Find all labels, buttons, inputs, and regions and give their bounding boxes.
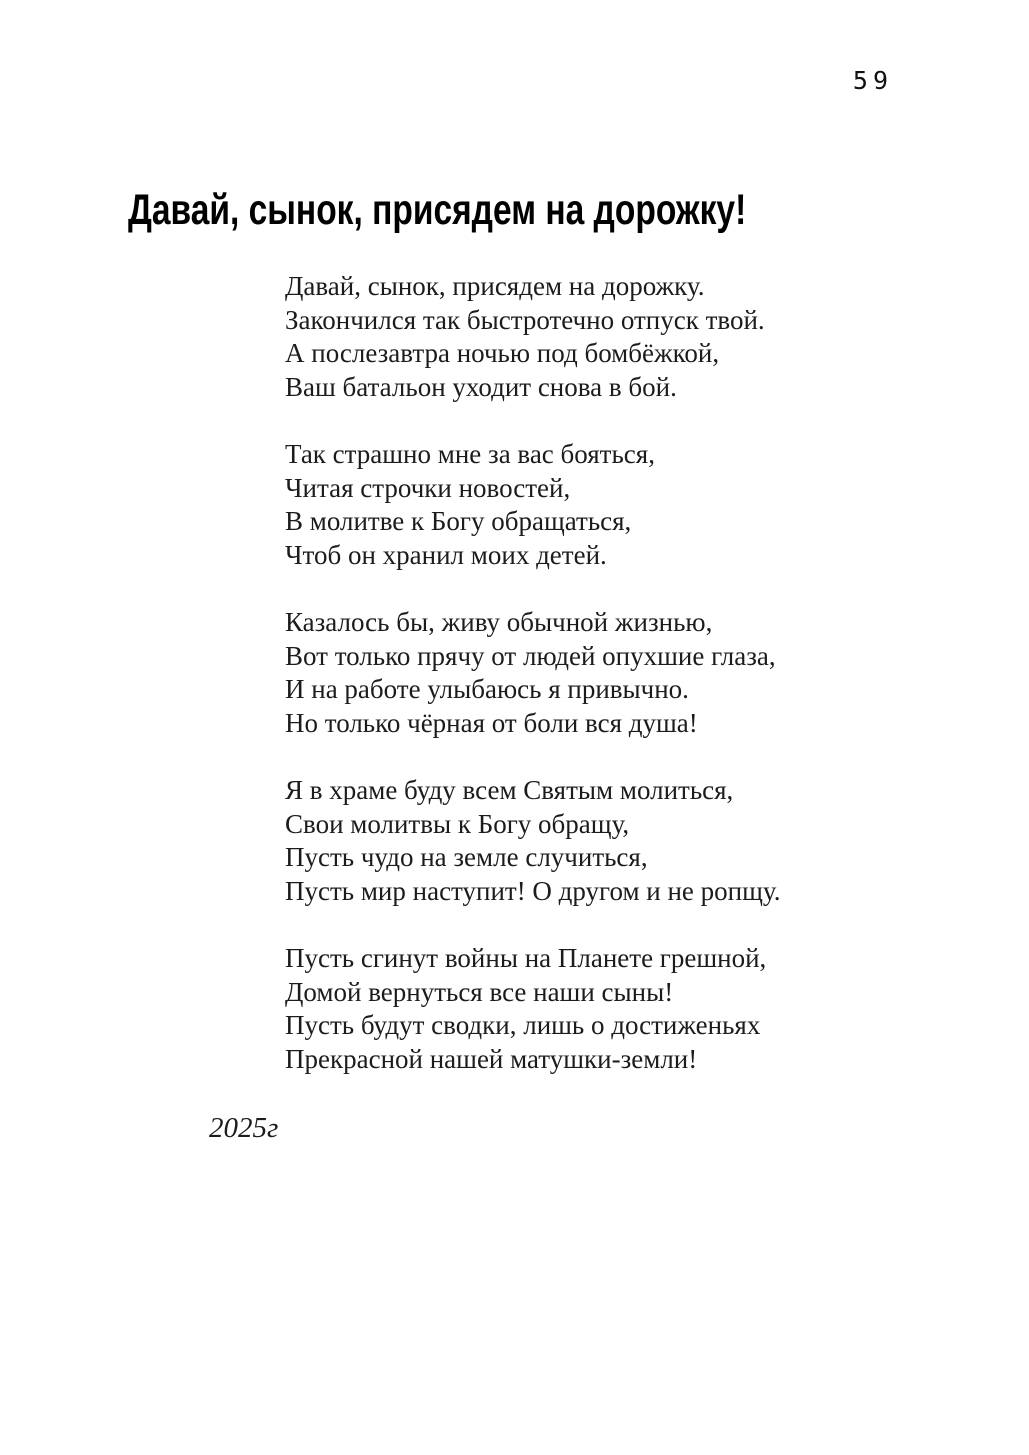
poem-line: Чтоб он хранил моих детей. xyxy=(285,539,607,570)
stanza xyxy=(285,606,780,740)
poem-line: Домой вернуться все наши сыны! xyxy=(285,976,674,1007)
poem-title: Давай, сынок, присядем на дорожку! xyxy=(128,186,747,234)
poem-line: Так страшно мне за вас бояться, xyxy=(285,439,655,469)
poem-line: Прекрасной нашей матушки-земли! xyxy=(285,1043,698,1074)
poem-line: И на работе улыбаюсь я привычно. xyxy=(285,674,689,704)
page-number: 59 xyxy=(852,66,893,95)
poem-line: Пусть будут сводки, лишь о достиженьях xyxy=(285,1010,761,1040)
poem-line: Закончился так быстротечно отпуск твой. xyxy=(285,304,765,335)
poem-line: Пусть сгинут войны на Планете грешной, xyxy=(285,943,767,973)
poem-line: Казалось бы, живу обычной жизнью, xyxy=(285,607,713,637)
stanza xyxy=(285,774,780,908)
poem-line: В молитве к Богу обращаться, xyxy=(285,506,632,536)
poem-line: Я в храме буду всем Святым молиться, xyxy=(285,775,734,805)
poem-line: Свои молитвы к Богу обращу, xyxy=(285,808,630,839)
poem-line: Но только чёрная от боли вся душа! xyxy=(285,707,698,738)
year-label: 2025г xyxy=(209,1112,279,1144)
poem-line: А послезавтра ночью под бомбёжкой, xyxy=(285,338,720,368)
poem-body xyxy=(285,270,780,1076)
stanza xyxy=(285,270,780,404)
poem-line: Вот только прячу от людей опухшие глаза, xyxy=(285,640,776,671)
poem-line: Ваш батальон уходит снова в бой. xyxy=(285,371,677,402)
poem-line: Пусть чудо на земле случиться, xyxy=(285,842,648,872)
poem-line: Пусть мир наступит! О другом и не ропщу. xyxy=(285,875,781,906)
stanza xyxy=(285,942,780,1076)
poem-line: Давай, сынок, присядем на дорожку. xyxy=(285,271,705,301)
poem-line: Читая строчки новостей, xyxy=(285,472,571,503)
stanza xyxy=(285,438,780,572)
